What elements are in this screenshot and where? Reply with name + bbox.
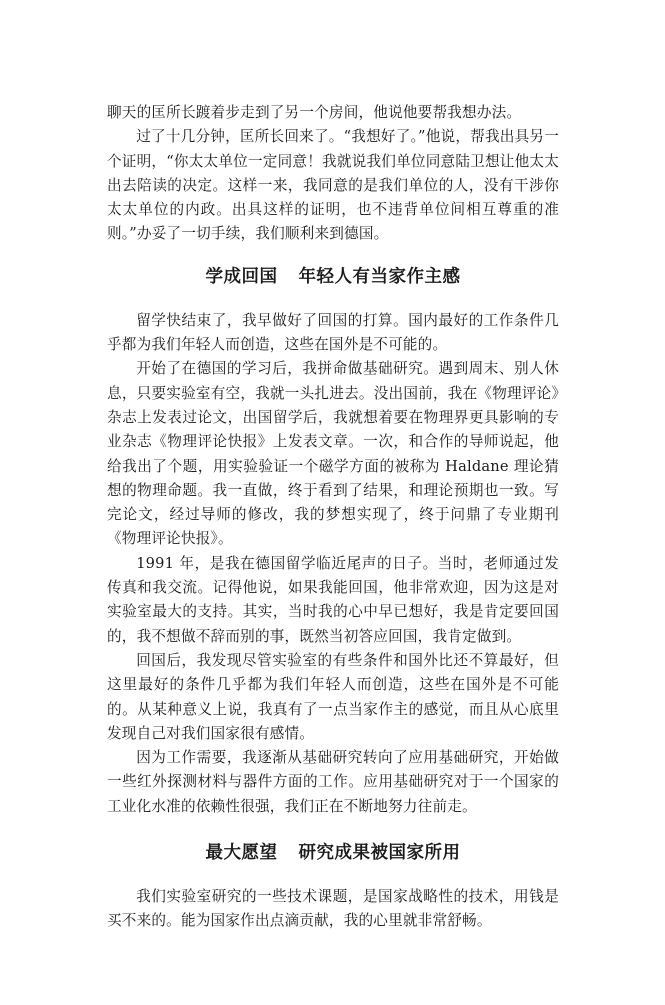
intro-paragraph-2: 过了十几分钟，匡所长回来了。“我想好了。”他说，帮我出具另一个证明，“你太太单位一定同意！我就说我们单位同意陆卫想让他太太出去陪读的决定。这样一来，我同意的是我们单位的人，没有干涉你太太单位的内政。出具这样的证明，也不违背单位间相互尊重的准则。”办妥了一切手续，我们顺利来到德国。: [107, 128, 559, 243]
document-page: [107, 101, 559, 934]
section-heading-return-home: [107, 265, 559, 289]
section-heading-left: 最大愿望: [205, 843, 278, 864]
section-heading-greatest-wish: [107, 841, 559, 865]
section1-paragraph-1: 留学快结束了，我早做好了回国的打算。国内最好的工作条件几乎都为我们年轻人而创造，这些在国外是不可能的。: [107, 311, 559, 354]
intro-paragraph-1: 聊天的匡所长踱着步走到了另一个房间，他说他要帮我想办法。: [107, 104, 522, 121]
section-heading-left: 学成回国: [205, 266, 278, 287]
section-heading-right: 研究成果被国家所用: [298, 843, 461, 864]
section1-paragraph-4: 回国后，我发现尽管实验室的有些条件和国外比还不算最好，但这里最好的条件几乎都为我们年轻人而创造，这些在国外是不可能的。从某种意义上说，我真有了一点当家作主的感觉，而且从心底里发现自己对我们国家很有感情。: [107, 651, 559, 742]
section1-paragraph-5: 因为工作需要，我逐渐从基础研究转向了应用基础研究，开始做一些红外探测材料与器件方面的工作。应用基础研究对于一个国家的工业化水准的依赖性很强，我们正在不断地努力往前走。: [107, 749, 559, 815]
section2-paragraph-1: 我们实验室研究的一些技术课题，是国家战略性的技术，用钱是买不来的。能为国家作出点滴贡献，我的心里就非常舒畅。: [107, 888, 559, 930]
section-heading-right: 年轻人有当家作主感: [298, 266, 461, 287]
section1-paragraph-2: 开始了在德国的学习后，我拼命做基础研究。遇到周末、别人休息，只要实验室有空，我就一头扎进去。没出国前，我在《物理评论》杂志上发表过论文，出国留学后，我就想着要在物理界更具影响的专业杂志《物理评论快报》上发表文章。一次，和合作的导师说起，他给我出了个题，用实验验证一个磁学方面的被称为 Haldane 理论猜想的物理命题。我一直做，终于看到了结果，和理论预期也一致。写完论文，经过导师的修改，我的梦想实现了，终于问鼎了专业期刊《物理评论快报》。: [107, 360, 559, 548]
section1-paragraph-3: 1991 年，是我在德国留学临近尾声的日子。当时，老师通过发传真和我交流。记得他说，如果我能回国，他非常欢迎，因为这是对实验室最大的支持。其实，当时我的心中早已想好，我是肯定要回国的，我不想做不辞而别的事，既然当初答应回国，我肯定做到。: [107, 554, 559, 645]
